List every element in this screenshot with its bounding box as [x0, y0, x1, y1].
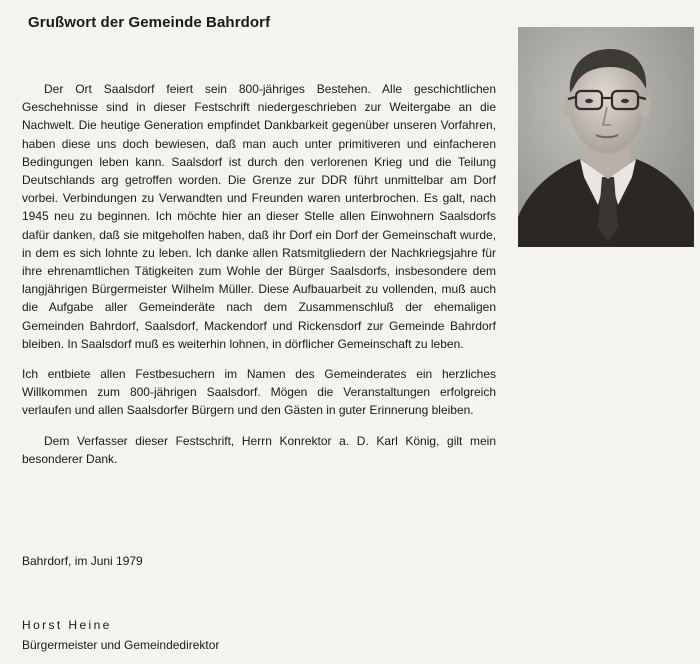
right-eye	[621, 99, 629, 103]
portrait-photo	[518, 27, 694, 247]
paragraph-1: Der Ort Saalsdorf feiert sein 800-jähriges Bestehen. Alle geschichtlichen Geschehnisse sind in dieser Festschrift niedergeschrieben zur Weitergabe an die Nachwelt. Die heutige Generation empfindet Dankbarkeit gegenüber unseren Vorfahren, haben diese uns doch bewiesen, daß man auch unter primitiveren und einfacheren Bedingungen leben kann. Saalsdorf ist durch den verlorenen Krieg und die Teilung Deutschlands arg getroffen worden. Die Grenze zur DDR führt unmittelbar am Dorf vorbei. Verbindungen zu Verwandten und Freunden waren unterbrochen. Es galt, nach 1945 neu zu beginnen. Ich möchte hier an dieser Stelle allen Einwohnern Saalsdorfs dafür danken, daß sie mitgeholfen haben, daß ihr Dorf ein Dorf der Gemeinschaft wurde, in dem es sich lohnte zu leben. Ich danke allen Ratsmitgliedern der Nachkriegsjahre für ihre ehrenamtlichen Tätigkeiten zum Wohle der Bürger Saalsdorfs, insbesondere dem langjährigen Bürgermeister Wilhelm Müller. Diese Aufbauarbeit zu vollenden, muß auch die Aufgabe aller Gemeinderäte nach dem Zusammenschluß der ehemaligen Gemeinden Bahrdorf, Saalsdorf, Mackendorf und Rickensdorf zur Gemeinde Bahrdorf bleiben. In Saalsdorf muß es weiterhin lohnen, in dörflicher Gemeinschaft zu leben.	[22, 82, 496, 351]
portrait-illustration	[518, 27, 694, 247]
paragraph-2: Ich entbiete allen Festbesuchern im Namen des Gemeinderates ein herzliches Willkommen zum 800-jährigen Saalsdorf. Mögen die Veranstaltungen erfolgreich verlaufen und allen Saalsdorfer Bürgern und den Gästen in guter Erinnerung bleiben.	[22, 367, 496, 418]
signature-name: Horst Heine	[22, 618, 112, 632]
page-title: Grußwort der Gemeinde Bahrdorf	[28, 14, 271, 31]
left-eye	[585, 99, 593, 103]
letter-body	[22, 80, 496, 468]
place-date: Bahrdorf, im Juni 1979	[22, 554, 143, 568]
paragraph-3: Dem Verfasser dieser Festschrift, Herrn Konrektor a. D. Karl König, gilt mein besonderer Dank.	[22, 433, 496, 466]
signature-role: Bürgermeister und Gemeindedirektor	[22, 638, 220, 652]
